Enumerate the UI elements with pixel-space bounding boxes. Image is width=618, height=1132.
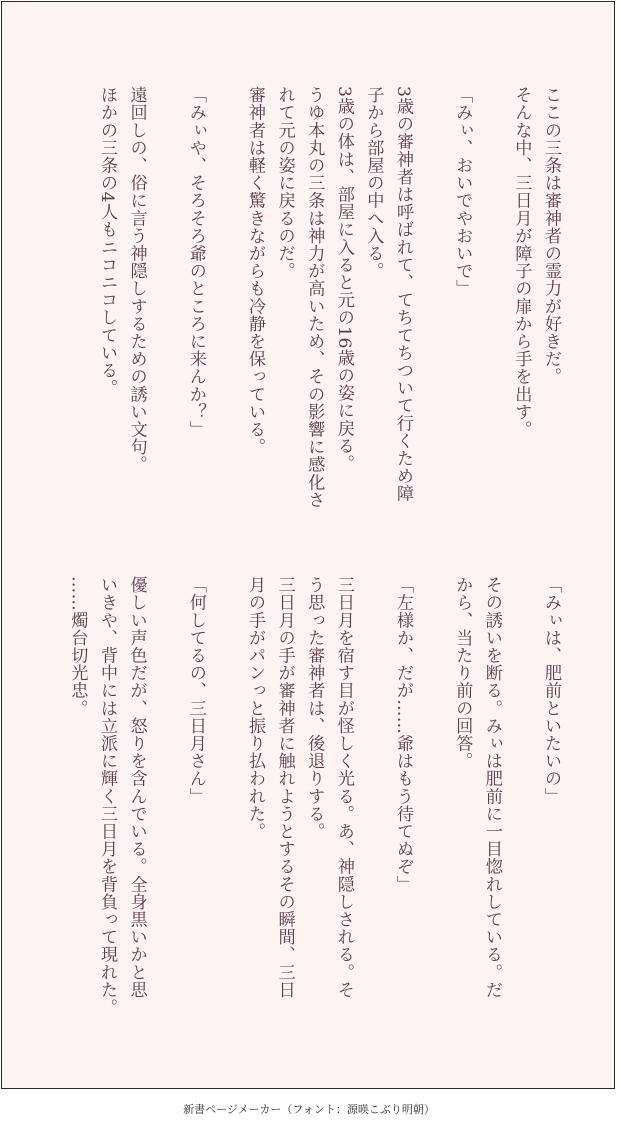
text-line: 子から部屋の中へ入る。 [363,86,384,280]
text-line: ……燭台切光忠。 [67,576,88,717]
text-line: 三日月を宿す目が怪しく光る。あ、神隠しされる。そ [333,576,354,999]
text-line: その誘いを断る。みぃは肥前に一目惚れしている。だ [481,576,502,999]
text-line: 審神者は軽く驚きながらも冷静を保っている。 [245,86,265,456]
text-line: 「左様か、だが……爺はもう待てぬぞ」 [393,576,413,893]
book-page [1,1,615,1089]
footer-credit: 新書ページメーカー（フォント：源暎こぶり明朝） [183,1103,435,1116]
text-line: れて元の姿に戻るのだ。 [274,86,295,280]
text-line: ほかの三条の4人もニコニコしている。 [97,86,117,397]
text-line: いきや、背中には立派に輝く三日月を背負って現れた。 [97,576,117,1016]
text-line: 月の手がパンっと振り払われた。 [245,576,265,840]
text-line: 「みぃは、肥前といたいの」 [541,576,561,805]
text-line: 「何してるの、三日月さん」 [185,576,206,805]
text-line: 「みぃ、おいでやおいで」 [452,86,473,298]
text-line: 3歳の審神者は呼ばれて、てちてちついて行くため障 [393,86,413,503]
text-line: 優しい声色だが、怒りを含んでいる。全身黒いかと思 [126,576,147,999]
text-line: 3歳の体は、部屋に入ると元の16歳の姿に戻る。 [333,86,354,473]
text-line: 三日月の手が審神者に触れようとするその瞬間、三日 [274,576,295,999]
text-line: 遠回しの、俗に言う神隠しするための誘い文句。 [126,86,147,474]
text-line: う思った審神者は、後退りする。 [304,576,325,840]
text-line: から、当たり前の回答。 [452,576,473,770]
text-line: そんな中、三日月が障子の扉から手を出す。 [511,86,532,438]
text-line: うゆ本丸の三条は神力が高いため、その影響に感化さ [304,86,325,509]
text-line: 「みぃや、そろそろ爺のところに来んか？」 [185,86,206,438]
text-line: ここの三条は審神者の霊力が好きだ。 [541,86,561,386]
